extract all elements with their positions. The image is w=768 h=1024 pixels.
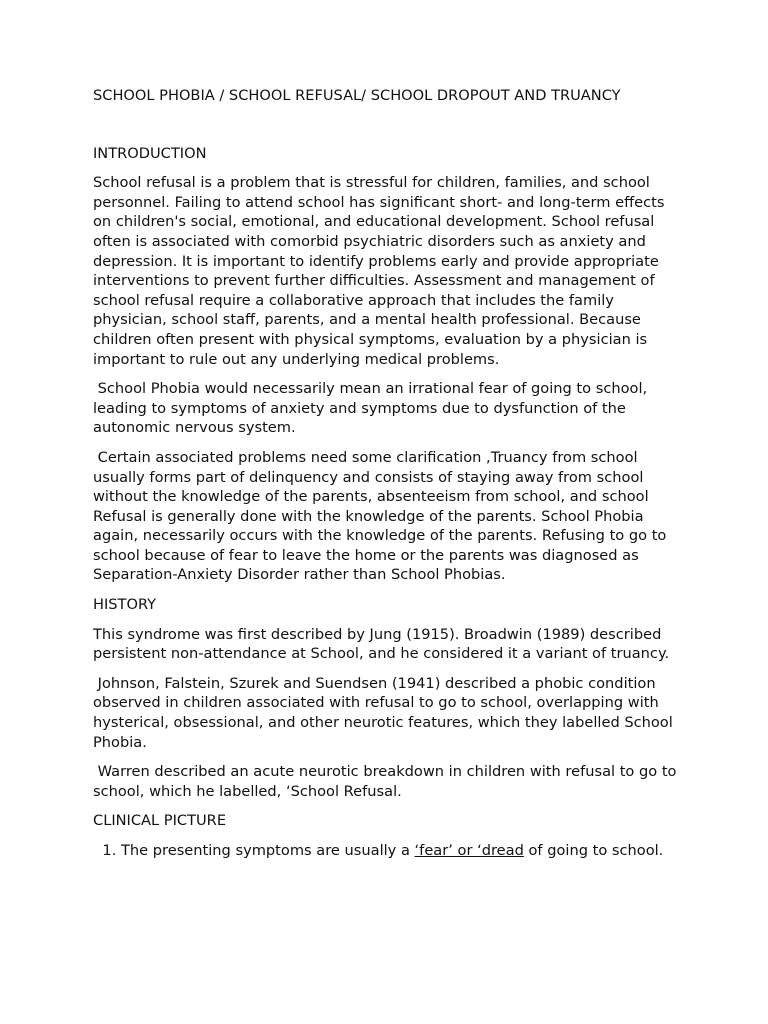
history-paragraph-1: This syndrome was first described by Jung (1915). Broadwin (1989) described persistent non-attendance at School, and he considered it a variant of truancy. [93,625,670,663]
list-item-text-after: of going to school. [523,842,664,859]
history-heading: HISTORY [93,596,157,614]
introduction-paragraph-1: School refusal is a problem that is stressful for children, families, and school personnel. Failing to attend school has significant short- and long-term effects on children's social, emotional, and educational development. School refusal often is associated with comorbid psychiatric disorders such as anxiety and depression. It is important to identify problems early and provide appropriate interventions to prevent further difficulties. Assessment and management of school refusal require a collaborative approach that includes the family physician, school staff, parents, and a mental health professional. Because children often present with physical symptoms, evaluation by a physician is important to rule out any underlying medical problems. [93,174,665,368]
list-item-text-before: The presenting symptoms are usually a [121,842,415,859]
introduction-paragraph-2: School Phobia would necessarily mean an irrational fear of going to school, leading to symptoms of anxiety and symptoms due to dysfunction of the autonomic nervous system. [93,380,652,437]
introduction-paragraph-3: Certain associated problems need some clarification ,Truancy from school usually forms part of delinquency and consists of staying away from school without the knowledge of the parents, absenteeism from school, and school Refusal is generally done with the knowledge of the parents. School Phobia again, necessarily occurs with the knowledge of the parents. Refusing to go to school because of fear to leave the home or the parents was diagnosed as Separation-Anxiety Disorder rather than School Phobias. [93,448,671,584]
history-paragraph-2: Johnson, Falstein, Szurek and Suendsen (1941) described a phobic condition observed in children associated with refusal to go to school, overlapping with hysterical, obsessional, and other neurotic features, which they labelled School Phobia. [93,674,678,751]
document-title: SCHOOL PHOBIA / SCHOOL REFUSAL/ SCHOOL DROPOUT AND TRUANCY [93,87,621,104]
list-item [121,841,683,861]
list-item-underlined-text: ‘fear’ or ‘dread [414,842,524,859]
document-page [93,86,683,861]
clinical-picture-list [93,841,683,861]
history-paragraph-3: Warren described an acute neurotic breakdown in children with refusal to go to school, which he labelled, ‘School Refusal. [93,763,682,800]
clinical-picture-heading: CLINICAL PICTURE [93,812,227,830]
introduction-heading: INTRODUCTION [93,144,207,162]
